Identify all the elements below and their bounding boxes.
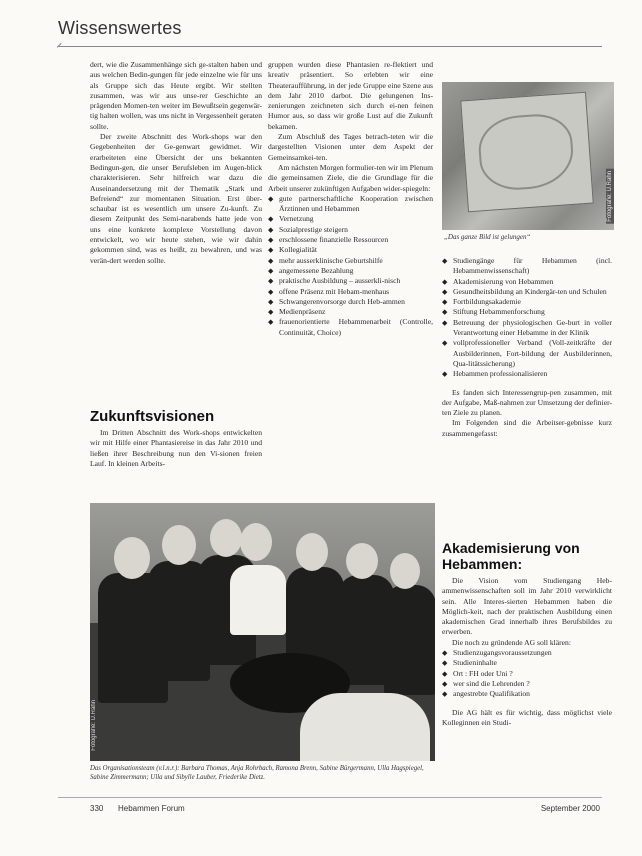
list-item: ◆ Ort : FH oder Uni ? <box>442 669 612 679</box>
paragraph: Im Dritten Abschnitt des Work-shops entwickelten wir mit Hilfe einer Phantasiereise in das Jahr 2010 und ließen ihrer Beschreibung nun den Vi-sionen freien Lauf. In kleinen Arbeits- <box>90 428 262 468</box>
paragraph: Die AG hält es für wichtig, dass möglichst viele Kolleginnen ein Studi- <box>442 707 612 727</box>
list-item: ◆ Gesundheitsbildung an Kindergär-ten und Schulen <box>442 287 612 297</box>
list-item: ◆ praktische Ausbildung – ausserkli-nisch <box>268 276 433 286</box>
list-item: ◆ frauenorientierte Hebammenarbeit (Controlle, Continuität, Choice) <box>268 317 433 338</box>
person-face <box>114 537 150 579</box>
paragraph: Im Folgenden sind die Arbeitser-gebnisse kurz zusammengefasst: <box>442 418 612 438</box>
person-face <box>240 523 272 561</box>
list-item: ◆ Studienzugangsvoraussetzungen <box>442 648 612 658</box>
paragraph: dert, wie die Zusammenhänge sich ge-stalten haben und aus welchen Bedin-gungen für jede einzelne wie für uns als Gruppe sich das Heute ergibt. Wir stellten zusammen, was wir aus unse-rer Geschichte an prägenden Momen-ten weiter im Bewußtsein gegenwär-tig halten wollen, was uns nicht in Vergessenheit geraten sollte. <box>90 60 263 131</box>
list-item: ◆ Fortbildungsakademie <box>442 297 612 307</box>
photo-credit: Fotografie: U.Rahn <box>607 171 613 222</box>
paragraph: Zum Abschluß des Tages betrach-teten wir die dargestellten Visionen unter dem Aspekt der Gemeinsamkei-ten. <box>268 132 433 162</box>
column-1-bottom <box>90 428 262 469</box>
issue-date: September 2000 <box>540 804 600 813</box>
list-item: ◆ Sozialprestige steigern <box>268 225 433 235</box>
publication-name: Hebammen Forum <box>118 804 185 813</box>
section-heading-akademisierung: Akademisierung von Hebammen: <box>442 540 580 572</box>
paragraph: gruppen wurden diese Phantasien re-flektiert und kreativ präsentiert. So erlebten wir eine Theateraufführung, in der jede Gruppe eine Szene aus dem Jahr 2010 darbot. Die gelungenen Ins-zenierungen zeichneten sich durch ei-nen feinen Humor aus, so dass wir große Lust auf die Zukunft bekamen. <box>268 60 433 131</box>
paragraph: Am nächsten Morgen formulier-ten wir im Plenum die gemeinsamen Ziele, die die Grundlage für die Arbeit unserer zukünftigen Aufgaben wider-spiegeln: <box>268 162 433 193</box>
photo-caption: „Das ganze Bild ist gelungen“ <box>444 233 531 241</box>
column-3-bottom <box>442 576 612 728</box>
person-body <box>384 585 435 695</box>
section-title: Wissenswertes <box>58 18 182 38</box>
paragraph: Der zweite Abschnitt des Work-shops war den Gegebenheiten der Ge-genwart gewidmet. Wir erarbeiteten eine Übersicht der uns bekannten Bedingun-gen, die unser Berufsleben im Augen-blick charakterisieren. Sehr hilfreich war dazu die Auseinandersetzung mit der Thematik „Stark und Befreiend“ zur momentanen Situation. Erst über-schaubar ist es wesentlich um unsere Zu-kunft. Zu diesem Zeitpunkt des Semi-narabends hatte jede von uns eine konkrete komplexe Vorstellung davon entwickelt, wo wir heute stehen, wie wir dahin gekommen sind, was es heißt, zu bewahren, und was verän-dert werden sollte. <box>90 132 262 265</box>
list-item: ◆ angestrebte Qualifikation <box>442 689 612 699</box>
header-tick <box>57 43 65 51</box>
list-item: ◆ mehr ausserklinische Geburtshilfe <box>268 256 433 266</box>
column-2-top <box>268 60 433 338</box>
list-item: ◆ Akademisierung von Hebammen <box>442 277 612 287</box>
paragraph: Die noch zu gründende AG soll klären: <box>452 637 571 647</box>
list-item: ◆ Vernetzung <box>268 214 433 224</box>
goals-list-continued <box>442 256 612 380</box>
drawing-board <box>460 92 594 213</box>
paragraph: Die Vision vom Studiengang Heb-ammenwissenschaften soll im Jahr 2010 verwirklicht sein. Alle Interes-sierten Hebammen haben die Möglich-keit, nach der praktischen Ausbildung einen akademischen Grad innerhalb ihres Berufsbildes zu erwerben. <box>442 576 612 637</box>
column-1-top <box>90 60 262 266</box>
list-item: ◆ erschlossene finanzielle Ressourcen <box>268 235 433 245</box>
list-item: ◆ Studieninhalte <box>442 658 612 668</box>
questions-list <box>442 648 612 699</box>
list-item: ◆ offene Präsenz mit Hebam-menhaus <box>268 287 433 297</box>
person-face <box>162 525 196 565</box>
photo-credit: Fotografie: U.Rahn <box>91 700 97 751</box>
list-item: ◆ Medienpräsenz <box>268 307 433 317</box>
person-blouse <box>230 565 286 635</box>
header-rule <box>58 46 602 47</box>
list-item: ◆ vollprofessioneller Verband (Voll-zeitkräfte der Ausbilderinnen, Fort-bildung der Ausbilderinnen, Qua-litätssicherung) <box>442 338 612 369</box>
list-item: ◆ Stiftung Hebammenforschung <box>442 307 612 317</box>
list-item: ◆ angemessene Bezahlung <box>268 266 433 276</box>
list-item: ◆ Betreuung der physiologischen Ge-burt in voller Verantwortung einer Hebamme in der Klinik <box>442 318 612 339</box>
person-face <box>296 533 328 571</box>
person-face <box>346 543 378 579</box>
list-item: ◆ Schwangerenvorsorge durch Heb-ammen <box>268 297 433 307</box>
list-item: ◆ gute partnerschaftliche Kooperation zwischen Ärztinnen und Hebammen <box>268 194 433 215</box>
page-number: 330 <box>90 804 104 813</box>
person-face <box>390 553 420 589</box>
photo-caption: Das Organisationsteam (v.l.n.r.): Barbara Thomas, Anja Rohrbach, Ramona Brenn, Sabine Bürgermann, Ulla Hagspiegel, Sabine Zimmermann; Ulla und Sibylle Lauber, Friederike Dietz. <box>90 765 424 781</box>
armchair <box>300 693 430 761</box>
list-item: ◆ Studiengänge für Hebammen (incl. Hebammenwissenschaft) <box>442 256 612 277</box>
goals-list <box>268 194 433 338</box>
person-face <box>210 519 242 557</box>
photo-group <box>90 503 435 761</box>
footer-rule <box>58 797 602 798</box>
column-3 <box>442 256 612 439</box>
section-heading-zukunftsvisionen: Zukunftsvisionen <box>90 408 215 425</box>
list-item: ◆ Kollegialität <box>268 245 433 255</box>
photo-drawing <box>442 82 614 230</box>
list-item: ◆ Hebammen professionalisieren <box>442 369 612 379</box>
paragraph: Es fanden sich Interessengrup-pen zusammen, mit der Aufgabe, Maß-nahmen zur Umsetzung der definier-ten Ziele zu planen. <box>442 387 612 418</box>
list-item: ◆ wer sind die Lehrenden ? <box>442 679 612 689</box>
